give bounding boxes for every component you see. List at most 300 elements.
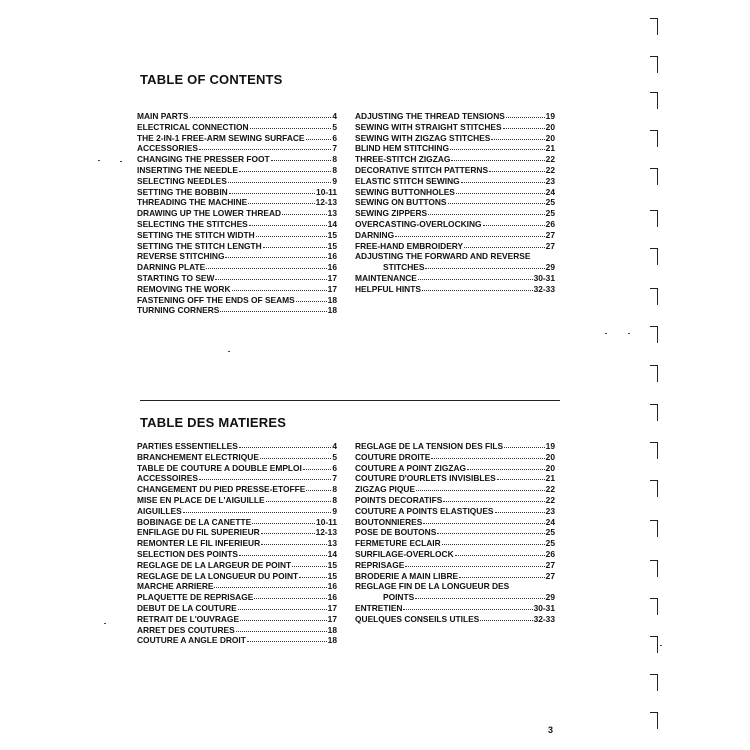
toc-entry-page: 14 bbox=[327, 548, 337, 559]
toc-entry-page: 13 bbox=[327, 208, 337, 219]
toc-entry-label: SEWING ZIPPERS bbox=[355, 208, 428, 219]
toc-english-left-column bbox=[137, 111, 337, 316]
toc-entry bbox=[137, 284, 337, 295]
dot-leader bbox=[497, 473, 545, 480]
toc-entry bbox=[137, 111, 337, 122]
dot-leader bbox=[199, 143, 331, 150]
dot-leader bbox=[495, 506, 545, 513]
index-tab-mark bbox=[650, 598, 658, 615]
index-tab-mark bbox=[650, 210, 658, 227]
toc-entry-page: 6 bbox=[332, 132, 337, 143]
toc-entry-label: BRANCHEMENT ELECTRIQUE bbox=[137, 451, 259, 462]
toc-entry-page: 17 bbox=[327, 272, 337, 283]
toc-entry bbox=[137, 165, 337, 176]
toc-entry bbox=[137, 133, 337, 144]
toc-entry bbox=[137, 625, 337, 636]
toc-entry bbox=[137, 219, 337, 230]
toc-entry-page: 18 bbox=[327, 635, 337, 646]
toc-entry bbox=[137, 560, 337, 571]
toc-entry bbox=[355, 506, 555, 517]
dot-leader bbox=[249, 219, 327, 226]
toc-entry bbox=[355, 133, 555, 144]
toc-entry-label: DARNING PLATE bbox=[137, 262, 206, 273]
toc-entry-page: 22 bbox=[545, 154, 555, 165]
toc-entry-page: 18 bbox=[327, 624, 337, 635]
toc-entry bbox=[137, 295, 337, 306]
toc-entry bbox=[137, 484, 337, 495]
toc-entry bbox=[355, 219, 555, 230]
toc-entry-page: 25 bbox=[545, 538, 555, 549]
toc-entry-label: SETTING THE STITCH WIDTH bbox=[137, 229, 255, 240]
index-tab-mark bbox=[650, 636, 658, 653]
dot-leader bbox=[239, 441, 332, 448]
dot-leader bbox=[491, 133, 544, 140]
toc-entry-page: 25 bbox=[545, 197, 555, 208]
toc-entry-page: 20 bbox=[545, 121, 555, 132]
index-tab-mark bbox=[650, 326, 658, 343]
index-tab-mark bbox=[650, 520, 658, 537]
dot-leader bbox=[282, 208, 327, 215]
toc-entry-label: SURFILAGE-OVERLOCK bbox=[355, 548, 454, 559]
toc-entry-label: MAINTENANCE bbox=[355, 272, 417, 283]
toc-entry bbox=[137, 463, 337, 474]
toc-entry-label: FREE-HAND EMBROIDERY bbox=[355, 240, 464, 251]
toc-entry-label: SEWING ON BUTTONS bbox=[355, 197, 447, 208]
toc-entry-label: STITCHES bbox=[383, 262, 425, 273]
toc-entry bbox=[355, 208, 555, 219]
toc-entry-label: FASTENING OFF THE ENDS OF SEAMS bbox=[137, 294, 295, 305]
toc-entry-label: DECORATIVE STITCH PATTERNS bbox=[355, 164, 489, 175]
dot-leader bbox=[199, 473, 331, 480]
toc-entry-page: 4 bbox=[332, 111, 337, 121]
toc-entry bbox=[137, 176, 337, 187]
toc-entry-label: REVERSE STITCHING bbox=[137, 251, 225, 262]
toc-entry bbox=[355, 484, 555, 495]
toc-entry-page: 8 bbox=[332, 494, 337, 505]
toc-entry bbox=[355, 284, 555, 295]
index-tab-mark bbox=[650, 18, 658, 35]
toc-entry-label: ELASTIC STITCH SEWING bbox=[355, 175, 460, 186]
toc-entry-label: CHANGEMENT DU PIED PRESSE-ETOFFE bbox=[137, 484, 306, 495]
dot-leader bbox=[263, 241, 327, 248]
toc-entry-label: MAIN PARTS bbox=[137, 111, 189, 121]
toc-entry-label: ENFILAGE DU FIL SUPERIEUR bbox=[137, 527, 260, 538]
toc-entry-page: 9 bbox=[332, 175, 337, 186]
toc-entry bbox=[355, 571, 555, 582]
toc-entry bbox=[137, 122, 337, 133]
toc-entry-page: 29 bbox=[545, 592, 555, 603]
toc-entry bbox=[137, 603, 337, 614]
toc-entry-page: 16 bbox=[327, 262, 337, 273]
toc-entry-page: 22 bbox=[545, 494, 555, 505]
dot-leader bbox=[183, 506, 332, 513]
dot-leader bbox=[214, 581, 326, 588]
toc-entry-label: ADJUSTING THE THREAD TENSIONS bbox=[355, 111, 505, 121]
toc-entry bbox=[137, 452, 337, 463]
toc-entry-page: 10-11 bbox=[316, 516, 337, 527]
toc-entry bbox=[355, 251, 555, 262]
toc-entry-label: BLIND HEM STITCHING bbox=[355, 143, 449, 154]
toc-entry bbox=[137, 592, 337, 603]
toc-entry-page: 27 bbox=[545, 559, 555, 570]
toc-entry-page: 16 bbox=[327, 581, 337, 592]
toc-entry-page: 8 bbox=[332, 484, 337, 495]
toc-entry bbox=[355, 463, 555, 474]
index-tab-mark bbox=[650, 130, 658, 147]
toc-entry bbox=[355, 154, 555, 165]
toc-entry-label: POSE DE BOUTONS bbox=[355, 527, 437, 538]
toc-entry-label: REMOVING THE WORK bbox=[137, 283, 231, 294]
toc-entry-label: POINTS bbox=[383, 592, 415, 603]
toc-entry-label: POINTS DECORATIFS bbox=[355, 494, 443, 505]
toc-entry-page: 21 bbox=[545, 143, 555, 154]
toc-entry-page: 22 bbox=[545, 164, 555, 175]
toc-entry-page: 29 bbox=[545, 262, 555, 273]
toc-entry bbox=[137, 241, 337, 252]
toc-entry-label: THE 2-IN-1 FREE-ARM SEWING SURFACE bbox=[137, 132, 305, 143]
toc-entry-page: 17 bbox=[327, 613, 337, 624]
toc-entry bbox=[355, 560, 555, 571]
toc-entry-page: 24 bbox=[545, 186, 555, 197]
toc-entry bbox=[355, 452, 555, 463]
dot-leader bbox=[229, 187, 315, 194]
toc-entry bbox=[137, 154, 337, 165]
toc-entry-label: PLAQUETTE DE REPRISAGE bbox=[137, 592, 254, 603]
toc-entry-label: COUTURE DROITE bbox=[355, 451, 431, 462]
dot-leader bbox=[266, 495, 332, 502]
toc-entry-page: 15 bbox=[327, 559, 337, 570]
dot-leader bbox=[206, 262, 326, 269]
dot-leader bbox=[250, 122, 332, 129]
toc-entry bbox=[355, 495, 555, 506]
toc-entry bbox=[137, 506, 337, 517]
dot-leader bbox=[483, 219, 545, 226]
toc-entry bbox=[137, 549, 337, 560]
toc-entry bbox=[137, 635, 337, 646]
index-tab-mark bbox=[650, 480, 658, 497]
toc-entry bbox=[355, 517, 555, 528]
section-divider bbox=[140, 400, 560, 401]
dot-leader bbox=[456, 187, 545, 194]
toc-entry bbox=[137, 305, 337, 316]
toc-entry-label: SELECTING THE STITCHES bbox=[137, 218, 248, 229]
toc-entry bbox=[137, 273, 337, 284]
toc-entry bbox=[355, 165, 555, 176]
dot-leader bbox=[299, 571, 327, 578]
toc-entry bbox=[137, 197, 337, 208]
toc-entry bbox=[137, 614, 337, 625]
toc-entry-label: RETRAIT DE L'OUVRAGE bbox=[137, 613, 240, 624]
toc-entry-label: REGLAGE FIN DE LA LONGUEUR DES bbox=[355, 581, 510, 592]
dot-leader bbox=[306, 484, 331, 491]
dot-leader bbox=[405, 560, 544, 567]
toc-entry bbox=[355, 176, 555, 187]
toc-entry-label: PARTIES ESSENTIELLES bbox=[137, 441, 238, 451]
toc-english-right-column bbox=[355, 111, 555, 295]
index-tab-mark bbox=[650, 248, 658, 265]
toc-entry-page: 6 bbox=[332, 462, 337, 473]
dot-leader bbox=[450, 143, 545, 150]
dot-leader bbox=[489, 165, 545, 172]
toc-entry-page: 23 bbox=[545, 505, 555, 516]
index-tab-mark bbox=[650, 712, 658, 729]
toc-entry-page: 32-33 bbox=[533, 283, 555, 294]
toc-entry-label: FERMETURE ECLAIR bbox=[355, 538, 441, 549]
toc-entry-page: 30-31 bbox=[533, 602, 555, 613]
toc-entry-label: ELECTRICAL CONNECTION bbox=[137, 121, 249, 132]
scan-speck bbox=[628, 333, 630, 334]
toc-entry-label: SEWING BUTTONHOLES bbox=[355, 186, 455, 197]
toc-entry bbox=[355, 122, 555, 133]
dot-leader bbox=[271, 154, 332, 161]
toc-entry-page: 5 bbox=[332, 121, 337, 132]
toc-entry-page: 23 bbox=[545, 175, 555, 186]
toc-entry-page: 20 bbox=[545, 451, 555, 462]
dot-leader bbox=[247, 635, 327, 642]
toc-entry-page: 9 bbox=[332, 505, 337, 516]
toc-entry-page: 16 bbox=[327, 592, 337, 603]
toc-entry-label: TURNING CORNERS bbox=[137, 305, 220, 316]
toc-entry-page: 8 bbox=[332, 164, 337, 175]
toc-entry-page: 15 bbox=[327, 570, 337, 581]
toc-entry bbox=[137, 208, 337, 219]
toc-entry bbox=[137, 251, 337, 262]
toc-entry-page: 18 bbox=[327, 294, 337, 305]
toc-entry bbox=[355, 527, 555, 538]
dot-leader bbox=[503, 122, 545, 129]
toc-entry-label: ZIGZAG PIQUE bbox=[355, 484, 416, 495]
toc-entry-page: 12-13 bbox=[315, 527, 337, 538]
toc-entry-label: SELECTION DES POINTS bbox=[137, 548, 238, 559]
dot-leader bbox=[418, 273, 533, 280]
toc-entry-label: ADJUSTING THE FORWARD AND REVERSE bbox=[355, 251, 531, 262]
toc-entry-page: 32-33 bbox=[533, 613, 555, 624]
toc-entry bbox=[355, 197, 555, 208]
dot-leader bbox=[239, 549, 327, 556]
toc-entry-label: THREE-STITCH ZIGZAG bbox=[355, 154, 451, 165]
toc-title-french: TABLE DES MATIERES bbox=[140, 415, 287, 430]
toc-entry-page: 15 bbox=[327, 240, 337, 251]
dot-leader bbox=[238, 603, 327, 610]
toc-entry bbox=[137, 495, 337, 506]
toc-entry bbox=[355, 581, 555, 592]
dot-leader bbox=[403, 603, 532, 610]
dot-leader bbox=[232, 284, 327, 291]
toc-entry-label: TABLE DE COUTURE A DOUBLE EMPLOI bbox=[137, 462, 302, 473]
dot-leader bbox=[423, 517, 544, 524]
dot-leader bbox=[416, 484, 545, 491]
toc-entry-page: 24 bbox=[545, 516, 555, 527]
toc-entry-label: REGLAGE DE LA TENSION DES FILS bbox=[355, 441, 504, 451]
index-tab-mark bbox=[650, 56, 658, 73]
toc-entry-label: DEBUT DE LA COUTURE bbox=[137, 602, 237, 613]
dot-leader bbox=[236, 625, 327, 632]
dot-leader bbox=[459, 571, 545, 578]
toc-entry-page: 8 bbox=[332, 154, 337, 165]
toc-entry bbox=[137, 517, 337, 528]
toc-entry-label: BOBINAGE DE LA CANETTE bbox=[137, 516, 252, 527]
dot-leader bbox=[260, 452, 331, 459]
toc-entry-page: 27 bbox=[545, 570, 555, 581]
toc-entry bbox=[355, 614, 555, 625]
toc-french-left-column bbox=[137, 441, 337, 646]
dot-leader bbox=[306, 133, 332, 140]
toc-entry-label: MISE EN PLACE DE L'AIGUILLE bbox=[137, 494, 265, 505]
index-tab-mark bbox=[650, 288, 658, 305]
toc-entry-page: 16 bbox=[327, 251, 337, 262]
toc-entry bbox=[137, 473, 337, 484]
toc-entry-page: 26 bbox=[545, 548, 555, 559]
dot-leader bbox=[261, 527, 315, 534]
index-tab-mark bbox=[650, 168, 658, 185]
toc-entry-label: REMONTER LE FIL INFERIEUR bbox=[137, 538, 261, 549]
toc-entry-page: 5 bbox=[332, 451, 337, 462]
dot-leader bbox=[448, 197, 545, 204]
dot-leader bbox=[239, 165, 331, 172]
toc-entry-label: COUTURE A POINTS ELASTIQUES bbox=[355, 505, 494, 516]
toc-entry-label: CHANGING THE PRESSER FOOT bbox=[137, 154, 270, 165]
toc-entry-page: 21 bbox=[545, 473, 555, 484]
page-number: 3 bbox=[548, 725, 554, 735]
toc-entry-label: QUELQUES CONSEILS UTILES bbox=[355, 613, 480, 624]
toc-entry-label: DRAWING UP THE LOWER THREAD bbox=[137, 208, 282, 219]
dot-leader bbox=[248, 197, 314, 204]
toc-entry-page: 12-13 bbox=[315, 197, 337, 208]
toc-entry-label: THREADING THE MACHINE bbox=[137, 197, 248, 208]
dot-leader bbox=[261, 538, 327, 545]
dot-leader bbox=[455, 549, 545, 556]
dot-leader bbox=[443, 495, 544, 502]
toc-entry-label: SELECTING NEEDLES bbox=[137, 175, 227, 186]
dot-leader bbox=[252, 517, 315, 524]
scan-speck bbox=[104, 623, 106, 624]
toc-entry-label: COUTURE A POINT ZIGZAG bbox=[355, 462, 467, 473]
toc-entry-label: BRODERIE A MAIN LIBRE bbox=[355, 570, 459, 581]
toc-entry-label: REPRISAGE bbox=[355, 559, 405, 570]
dot-leader bbox=[480, 614, 532, 621]
toc-entry bbox=[137, 581, 337, 592]
toc-entry-label: DARNING bbox=[355, 229, 395, 240]
toc-entry bbox=[137, 262, 337, 273]
toc-entry-label: ACCESSORIES bbox=[137, 143, 198, 154]
toc-entry bbox=[355, 538, 555, 549]
scan-speck bbox=[120, 161, 122, 162]
dot-leader bbox=[442, 538, 545, 545]
toc-entry-page: 17 bbox=[327, 602, 337, 613]
toc-entry bbox=[355, 187, 555, 198]
toc-entry bbox=[355, 603, 555, 614]
toc-entry-label: HELPFUL HINTS bbox=[355, 283, 421, 294]
toc-entry-label: INSERTING THE NEEDLE bbox=[137, 164, 238, 175]
toc-entry-page: 13 bbox=[327, 538, 337, 549]
toc-french-right-column bbox=[355, 441, 555, 625]
dot-leader bbox=[428, 208, 545, 215]
toc-entry-page: 27 bbox=[545, 229, 555, 240]
dot-leader bbox=[451, 154, 544, 161]
scan-speck bbox=[228, 351, 230, 352]
toc-entry-page: 4 bbox=[332, 441, 337, 451]
dot-leader bbox=[467, 463, 545, 470]
dot-leader bbox=[228, 176, 332, 183]
toc-entry-page: 7 bbox=[332, 473, 337, 484]
toc-entry bbox=[137, 527, 337, 538]
toc-entry-label: REGLAGE DE LA LONGUEUR DU POINT bbox=[137, 570, 299, 581]
scan-speck bbox=[605, 333, 607, 334]
toc-entry-page: 20 bbox=[545, 462, 555, 473]
toc-entry-page: 27 bbox=[545, 240, 555, 251]
toc-entry-page: 17 bbox=[327, 283, 337, 294]
toc-entry-label: SEWING WITH ZIGZAG STITCHES bbox=[355, 132, 491, 143]
dot-leader bbox=[425, 262, 544, 269]
toc-entry bbox=[355, 273, 555, 284]
toc-entry bbox=[355, 592, 555, 603]
scan-speck bbox=[98, 160, 100, 161]
toc-entry-label: SETTING THE STITCH LENGTH bbox=[137, 240, 262, 251]
toc-entry-page: 18 bbox=[327, 305, 337, 316]
toc-entry-label: ARRET DES COUTURES bbox=[137, 624, 235, 635]
toc-entry-label: COUTURE D'OURLETS INVISIBLES bbox=[355, 473, 496, 484]
toc-entry-label: STARTING TO SEW bbox=[137, 272, 215, 283]
dot-leader bbox=[461, 176, 545, 183]
dot-leader bbox=[431, 452, 544, 459]
toc-entry-label: REGLAGE DE LA LARGEUR DE POINT bbox=[137, 559, 292, 570]
toc-entry-label: MARCHE ARRIERE bbox=[137, 581, 214, 592]
dot-leader bbox=[504, 441, 545, 448]
toc-entry-label: COUTURE A ANGLE DROIT bbox=[137, 635, 246, 646]
dot-leader bbox=[464, 241, 545, 248]
toc-entry bbox=[137, 441, 337, 452]
dot-leader bbox=[190, 111, 332, 118]
toc-entry-page: 20 bbox=[545, 132, 555, 143]
toc-entry-page: 25 bbox=[545, 208, 555, 219]
dot-leader bbox=[215, 273, 326, 280]
toc-entry bbox=[355, 549, 555, 560]
dot-leader bbox=[395, 230, 545, 237]
toc-entry-label: OVERCASTING-OVERLOCKING bbox=[355, 218, 482, 229]
toc-entry bbox=[355, 473, 555, 484]
index-tab-mark bbox=[650, 674, 658, 691]
index-tab-mark bbox=[650, 404, 658, 421]
dot-leader bbox=[240, 614, 327, 621]
toc-entry bbox=[355, 262, 555, 273]
dot-leader bbox=[296, 295, 327, 302]
toc-entry bbox=[137, 143, 337, 154]
toc-entry bbox=[137, 230, 337, 241]
toc-entry-page: 26 bbox=[545, 218, 555, 229]
dot-leader bbox=[256, 230, 327, 237]
index-tab-mark bbox=[650, 442, 658, 459]
index-tab-mark bbox=[650, 92, 658, 109]
toc-entry bbox=[355, 241, 555, 252]
toc-entry-page: 14 bbox=[327, 218, 337, 229]
toc-title-english: TABLE OF CONTENTS bbox=[140, 72, 283, 87]
toc-entry bbox=[355, 111, 555, 122]
toc-entry bbox=[137, 187, 337, 198]
dot-leader bbox=[437, 527, 544, 534]
index-tab-mark bbox=[650, 560, 658, 577]
toc-entry-page: 19 bbox=[545, 441, 555, 451]
toc-entry bbox=[355, 230, 555, 241]
toc-entry-page: 22 bbox=[545, 484, 555, 495]
scan-speck bbox=[660, 645, 662, 646]
toc-entry-page: 19 bbox=[545, 111, 555, 121]
toc-entry-label: BOUTONNIERES bbox=[355, 516, 423, 527]
dot-leader bbox=[422, 284, 533, 291]
toc-entry bbox=[355, 143, 555, 154]
toc-entry-label: AIGUILLES bbox=[137, 505, 182, 516]
dot-leader bbox=[225, 251, 326, 258]
toc-entry-page: 30-31 bbox=[533, 272, 555, 283]
